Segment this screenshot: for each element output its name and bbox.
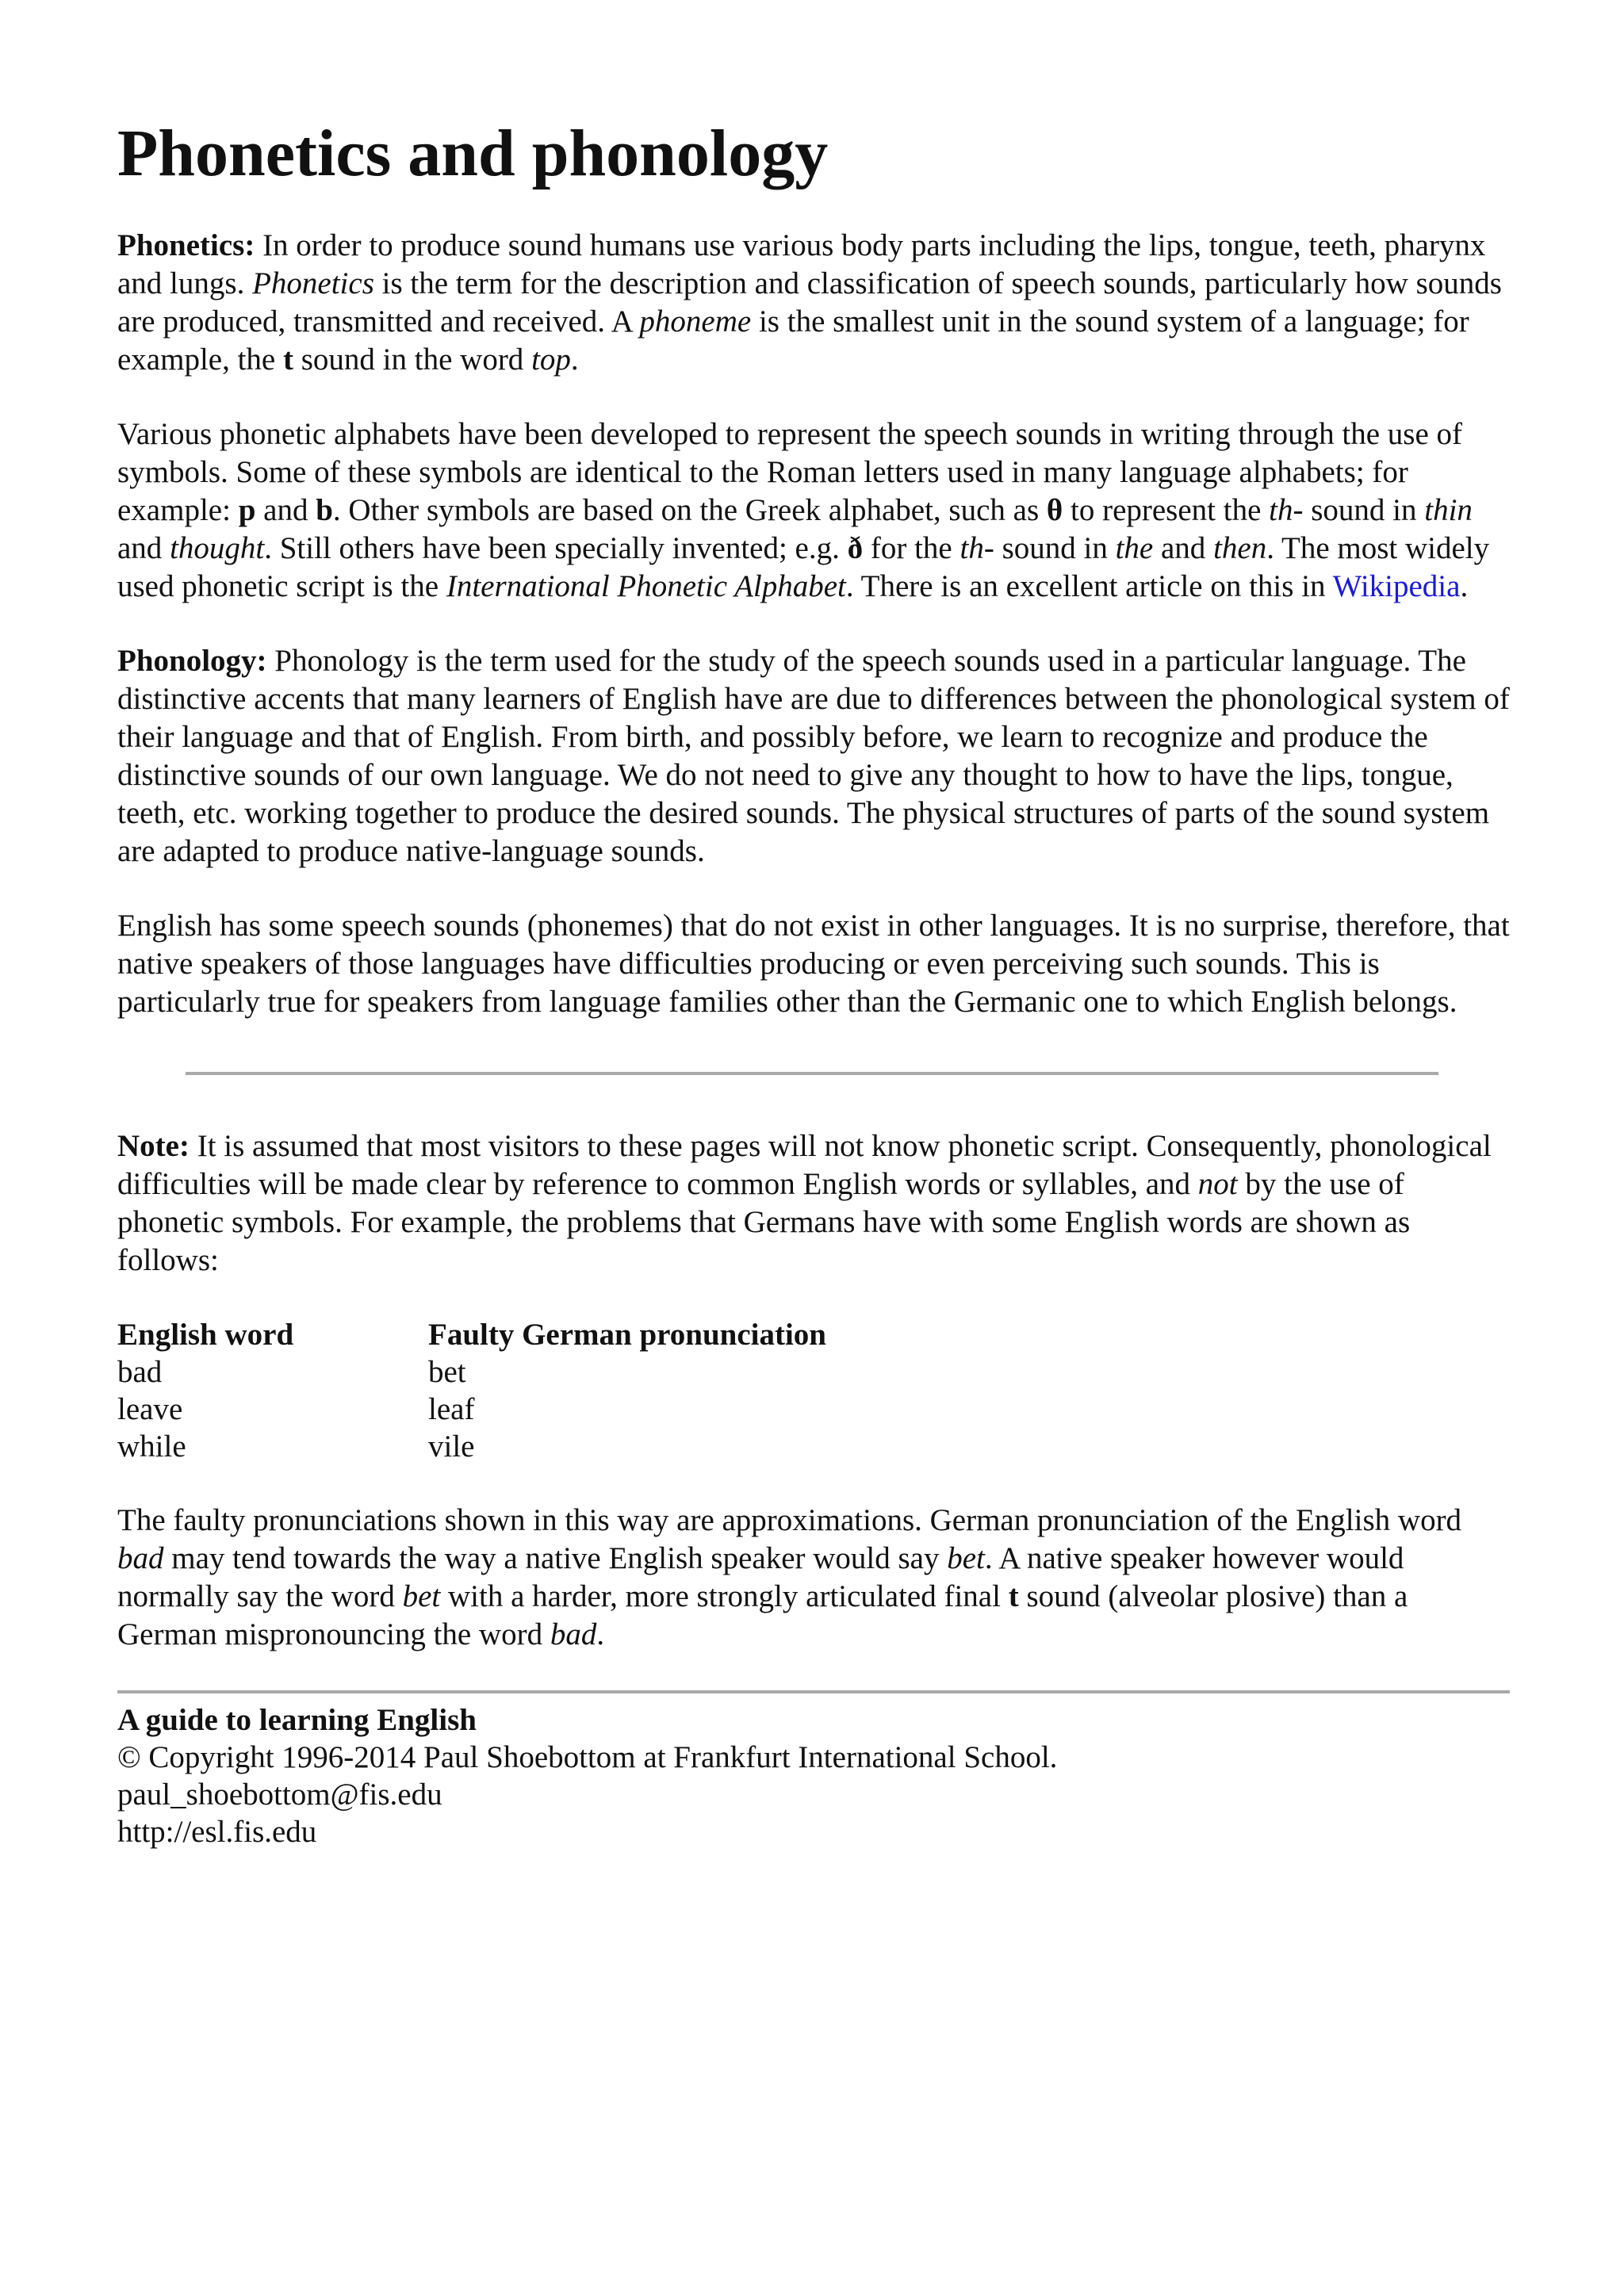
english-word-cell: while — [117, 1429, 186, 1464]
footer-divider — [117, 1690, 1510, 1693]
english-sounds-paragraph: English has some speech sounds (phonemes) that do not exist in other languages. It is no surprise, therefore, that native speakers of those languages have difficulties producing or even perceiving such sounds. This is particularly true for speakers from language families other than the Germanic one to which English belongs. — [117, 909, 1510, 1020]
text-span: sound (alveolar plosive) than a German mispronouncing the word — [117, 1579, 1408, 1652]
text-span: sound in — [994, 531, 1116, 566]
term-phoneme: phoneme — [639, 304, 752, 339]
text-span: . A native speaker however would normally say the word — [117, 1541, 1404, 1614]
german-pronunciation-cell: leaf — [428, 1392, 475, 1427]
footer — [117, 1701, 1513, 1850]
term-ipa: International Phonetic Alphabet — [446, 569, 846, 604]
example-word-bad: bad — [550, 1617, 597, 1652]
text-span: is the smallest unit in the sound system of a language; for example, the — [117, 304, 1469, 377]
footer-url: http://esl.fis.edu — [117, 1815, 317, 1850]
italic-th: th- — [1269, 493, 1304, 528]
example-word-bet: bet — [402, 1579, 441, 1614]
example-word-thought: thought — [170, 531, 265, 566]
text-span: and — [117, 531, 170, 566]
example-word-then: then — [1213, 531, 1267, 566]
footer-title: A guide to learning English — [117, 1703, 477, 1738]
section-divider — [186, 1072, 1438, 1075]
text-span: for the — [863, 531, 960, 566]
phonetics-label: Phonetics: — [117, 228, 255, 263]
phonology-paragraph — [117, 642, 1513, 871]
example-word-bad: bad — [117, 1541, 164, 1576]
example-word-top: top — [531, 342, 571, 377]
page-title: Phonetics and phonology — [117, 117, 829, 190]
table-row — [117, 1353, 826, 1391]
text-span: . Other symbols are based on the Greek alphabet, such as — [332, 493, 1047, 528]
italic-th: th- — [959, 531, 994, 566]
text-span: . — [570, 342, 579, 377]
symbol-theta: θ — [1046, 493, 1063, 528]
example-word-thin: thin — [1424, 493, 1473, 528]
faulty-pronunciation-paragraph — [117, 1502, 1513, 1654]
text-span: . Still others have been specially invented; e.g. — [264, 531, 848, 566]
table-row — [117, 1391, 826, 1428]
example-word-bet: bet — [947, 1541, 985, 1576]
text-span: The faulty pronunciations shown in this way are approximations. German pronunciation of the English word — [117, 1503, 1462, 1538]
pronunciation-table — [117, 1316, 826, 1465]
wikipedia-link[interactable]: Wikipedia — [1332, 569, 1461, 604]
column-header-english: English word — [117, 1318, 294, 1353]
text-span: and — [1153, 531, 1214, 566]
text-span: sound in — [1303, 493, 1425, 528]
column-header-german: Faulty German pronunciation — [428, 1318, 826, 1353]
footer-email: paul_shoebottom@fis.edu — [117, 1777, 442, 1812]
english-word-cell: leave — [117, 1392, 183, 1427]
german-pronunciation-cell: bet — [428, 1355, 466, 1390]
bold-t: t — [283, 342, 293, 377]
symbol-b: b — [316, 493, 333, 528]
text-span: sound in the word — [293, 342, 532, 377]
phonology-label: Phonology: — [117, 644, 267, 679]
text-span: and — [255, 493, 316, 528]
italic-not: not — [1197, 1167, 1238, 1202]
note-label: Note: — [117, 1129, 190, 1164]
text-span: to represent the — [1063, 493, 1270, 528]
note-paragraph — [117, 1127, 1513, 1280]
table-header-row — [117, 1316, 826, 1353]
phonetics-paragraph — [117, 227, 1513, 379]
english-word-cell: bad — [117, 1355, 163, 1390]
text-span: Various phonetic alphabets have been developed to represent the speech sounds in writing through the use of symbols. Some of these symbols are identical to the Roman letters used in many language alphabets; for example: — [117, 417, 1463, 528]
text-span: . — [1460, 569, 1469, 604]
text-span: by the use of phonetic symbols. For example, the problems that Germans have with some English words are shown as follows: — [117, 1167, 1411, 1278]
german-pronunciation-cell: vile — [428, 1429, 475, 1464]
bold-t: t — [1008, 1579, 1019, 1614]
text-span: . There is an excellent article on this in — [845, 569, 1333, 604]
text-span: is the term for the description and classification of speech sounds, particularly how sounds are produced, transmitted and received. A — [117, 266, 1502, 339]
text-span: Phonology is the term used for the study of the speech sounds used in a particular language. The distinctive accents that many learners of English have are due to differences between the phonological system of their language and that of English. From birth, and possibly before, we learn to recognize and produce the distinctive sounds of our own language. We do not need to give any thought to how to have the lips, tongue, teeth, etc. working together to produce the desired sounds. The physical structures of parts of the sound system are adapted to produce native-language sounds. — [117, 644, 1510, 869]
text-span: It is assumed that most visitors to these pages will not know phonetic script. Consequently, phonological difficulties will be made clear by reference to common English words or syllables, and — [117, 1129, 1492, 1202]
text-span: In order to produce sound humans use various body parts including the lips, tongue, teeth, pharynx and lungs. — [117, 228, 1486, 301]
example-word-the: the — [1115, 531, 1154, 566]
table-row — [117, 1428, 826, 1465]
text-span: . — [596, 1617, 605, 1652]
alphabets-paragraph — [117, 415, 1513, 606]
text-span: with a harder, more strongly articulated final — [440, 1579, 1009, 1614]
term-phonetics: Phonetics — [252, 266, 374, 301]
symbol-p: p — [238, 493, 256, 528]
symbol-eth: ð — [847, 531, 864, 566]
document-page — [117, 117, 1513, 1850]
text-span: . The most widely used phonetic script is the — [117, 531, 1490, 604]
footer-copyright: © Copyright 1996-2014 Paul Shoebottom at Frankfurt International School. — [117, 1740, 1058, 1775]
text-span: may tend towards the way a native English speaker would say — [163, 1541, 948, 1576]
